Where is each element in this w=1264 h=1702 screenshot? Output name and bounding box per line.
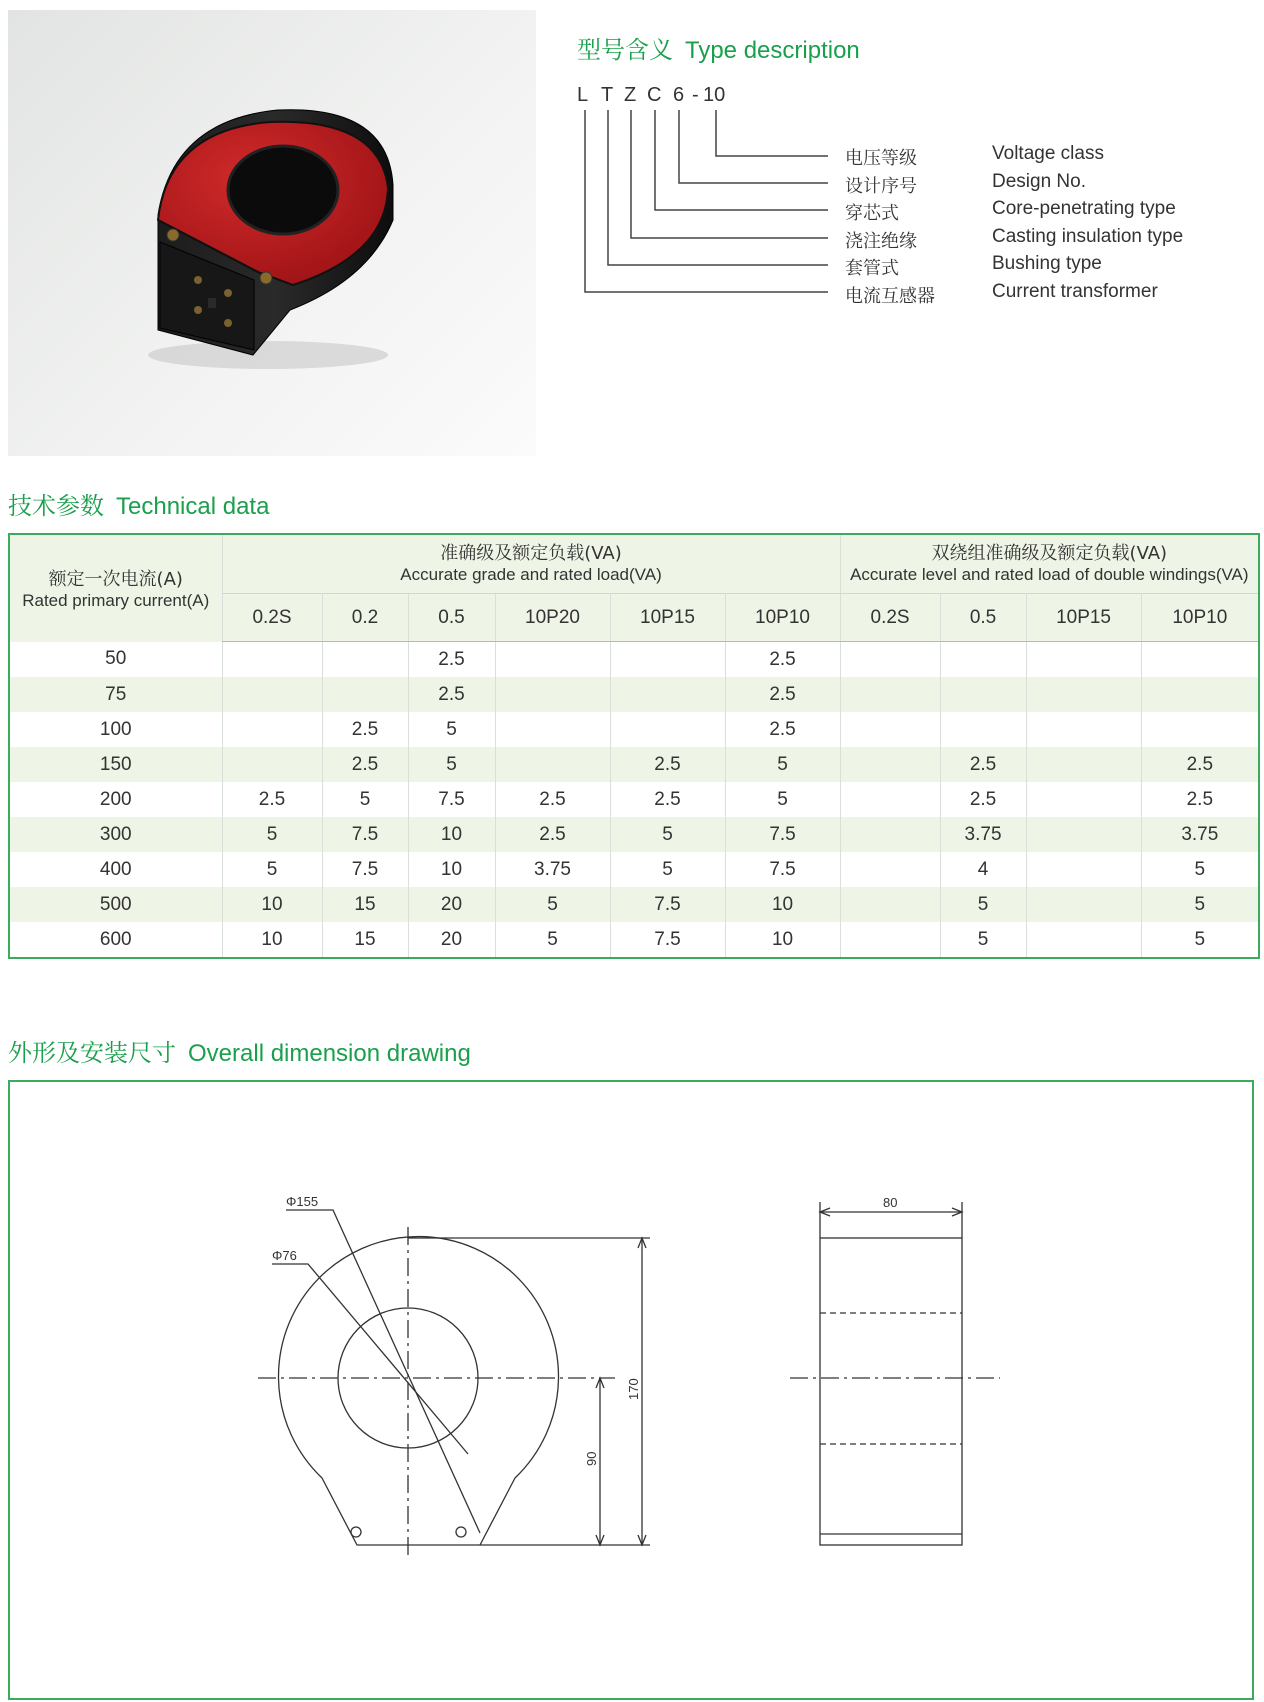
- front-view-outline: [279, 1237, 559, 1545]
- load-value-cell: 3.75: [495, 852, 610, 887]
- desc-en-bushing: Bushing type: [992, 253, 1102, 274]
- column-header: 10P15: [1026, 594, 1141, 642]
- load-value-cell: [222, 712, 322, 747]
- dim-height: 170: [626, 1378, 641, 1400]
- load-value-cell: 2.5: [725, 712, 840, 747]
- load-value-cell: 20: [408, 887, 495, 922]
- desc-cn-casting: 浇注绝缘: [845, 231, 917, 252]
- load-value-cell: 10: [725, 887, 840, 922]
- load-value-cell: [495, 677, 610, 712]
- dimension-drawing-box: [8, 1080, 1254, 1700]
- load-value-cell: 7.5: [610, 887, 725, 922]
- heading-cn: 技术参数: [8, 492, 104, 520]
- table-row: [9, 922, 1259, 958]
- load-value-cell: [1026, 747, 1141, 782]
- code-dash: -: [692, 84, 699, 106]
- code-letter-c: C: [647, 84, 662, 106]
- load-value-cell: [322, 677, 408, 712]
- load-value-cell: 5: [495, 887, 610, 922]
- table-row: [9, 747, 1259, 782]
- load-value-cell: 15: [322, 887, 408, 922]
- heading-en: Overall dimension drawing: [188, 1040, 471, 1067]
- load-value-cell: [1026, 817, 1141, 852]
- table-row: [9, 817, 1259, 852]
- rated-current-header: [9, 534, 222, 642]
- heading-en: Type description: [685, 37, 860, 64]
- dim-width: 80: [883, 1195, 898, 1210]
- load-value-cell: 5: [610, 817, 725, 852]
- accuracy-group-en: Accurate grade and rated load(VA): [400, 564, 662, 584]
- technical-data-body: [9, 642, 1259, 959]
- load-value-cell: [1141, 642, 1259, 678]
- load-value-cell: 5: [725, 747, 840, 782]
- mount-hole-right: [456, 1527, 466, 1537]
- column-header: 10P10: [725, 594, 840, 642]
- technical-data-table: [8, 533, 1260, 959]
- load-value-cell: [495, 712, 610, 747]
- load-value-cell: 5: [495, 922, 610, 958]
- column-header: 10P20: [495, 594, 610, 642]
- dim-outer-diameter: Φ155: [286, 1194, 319, 1209]
- load-value-cell: 2.5: [408, 642, 495, 678]
- table-row: [9, 712, 1259, 747]
- load-value-cell: [1141, 712, 1259, 747]
- load-value-cell: 15: [322, 922, 408, 958]
- double-winding-group-en: Accurate level and rated load of double windings(VA): [850, 564, 1249, 584]
- column-header: 0.5: [408, 594, 495, 642]
- load-value-cell: 2.5: [495, 782, 610, 817]
- load-value-cell: [940, 712, 1026, 747]
- load-value-cell: 7.5: [725, 817, 840, 852]
- load-value-cell: 2.5: [610, 782, 725, 817]
- rated-current-cell: 200: [99, 788, 132, 810]
- load-value-cell: [1141, 677, 1259, 712]
- load-value-cell: 7.5: [610, 922, 725, 958]
- mount-hole-left: [351, 1527, 361, 1537]
- rated-current-header-cn: 额定一次电流(A): [48, 569, 183, 591]
- code-letter-6: 6: [673, 84, 685, 106]
- heading-cn: 型号含义: [577, 36, 673, 64]
- code-letter-l: L: [577, 84, 589, 106]
- load-value-cell: 4: [940, 852, 1026, 887]
- load-value-cell: [222, 677, 322, 712]
- rated-current-cell: 300: [9, 817, 222, 852]
- load-value-cell: 7.5: [322, 817, 408, 852]
- load-value-cell: [940, 677, 1026, 712]
- load-value-cell: 3.75: [940, 817, 1026, 852]
- rated-current-cell: 500: [9, 887, 222, 922]
- load-value-cell: [1026, 677, 1141, 712]
- rated-current-cell: 75: [9, 677, 222, 712]
- load-value-cell: 2.5: [725, 642, 840, 678]
- rated-current-cell: 50: [105, 648, 127, 670]
- load-value-cell: [1026, 887, 1141, 922]
- load-value-cell: [840, 817, 940, 852]
- desc-en-voltage: Voltage class: [992, 143, 1104, 164]
- load-value-cell: 7.5: [322, 852, 408, 887]
- load-value-cell: [1026, 712, 1141, 747]
- load-value-cell: [610, 677, 725, 712]
- technical-data-heading: [8, 486, 269, 521]
- dim-center-height: 90: [584, 1451, 599, 1466]
- table-row: [9, 642, 1259, 678]
- load-value-cell: 20: [408, 922, 495, 958]
- load-value-cell: 5: [610, 852, 725, 887]
- load-value-cell: [840, 677, 940, 712]
- rated-current-cell: 150: [9, 747, 222, 782]
- column-header: 10P10: [1141, 594, 1259, 642]
- heading-en: Technical data: [116, 493, 270, 520]
- rated-current-cell: 100: [99, 718, 132, 740]
- load-value-cell: 2.5: [222, 782, 322, 817]
- load-value-cell: 2.5: [1141, 747, 1259, 782]
- desc-en-design: Design No.: [992, 171, 1086, 192]
- dimension-drawing-heading: [8, 1033, 471, 1068]
- load-value-cell: [222, 747, 322, 782]
- load-value-cell: [322, 642, 408, 678]
- load-value-cell: [840, 642, 940, 678]
- column-header: 0.2: [322, 594, 408, 642]
- dimension-drawing: [10, 1082, 1252, 1698]
- table-row: [9, 887, 1259, 922]
- column-header: 10P15: [610, 594, 725, 642]
- table-row: [9, 782, 1259, 817]
- table-row: [9, 677, 1259, 712]
- load-value-cell: 2.5: [940, 782, 1026, 817]
- column-header: 0.2S: [222, 594, 322, 642]
- desc-en-core: Core-penetrating type: [992, 198, 1176, 219]
- load-value-cell: 10: [408, 852, 495, 887]
- desc-en-casting: Casting insulation type: [992, 226, 1184, 247]
- load-value-cell: [1026, 642, 1141, 678]
- column-header: 0.5: [940, 594, 1026, 642]
- rated-current-cell: 600: [99, 928, 132, 950]
- load-value-cell: 5: [408, 712, 495, 747]
- desc-cn-voltage: 电压等级: [845, 148, 917, 169]
- load-value-cell: 2.5: [610, 747, 725, 782]
- load-value-cell: [840, 712, 940, 747]
- load-value-cell: [1026, 922, 1141, 958]
- load-value-cell: [1026, 782, 1141, 817]
- load-value-cell: 5: [1141, 887, 1259, 922]
- load-value-cell: [610, 642, 725, 678]
- load-value-cell: 5: [940, 922, 1026, 958]
- load-value-cell: 2.5: [322, 747, 408, 782]
- code-letter-z: Z: [624, 84, 637, 106]
- accuracy-group-cn: 准确级及额定负载(VA): [440, 543, 622, 564]
- load-value-cell: [840, 887, 940, 922]
- load-value-cell: [610, 712, 725, 747]
- heading-cn: 外形及安装尺寸: [8, 1039, 176, 1067]
- desc-cn-core: 穿芯式: [845, 203, 899, 224]
- load-value-cell: 5: [1141, 852, 1259, 887]
- load-value-cell: 2.5: [322, 712, 408, 747]
- load-value-cell: [840, 852, 940, 887]
- load-value-cell: 5: [322, 782, 408, 817]
- load-value-cell: [495, 747, 610, 782]
- load-value-cell: [840, 782, 940, 817]
- desc-en-ct: Current transformer: [992, 281, 1158, 302]
- accuracy-group-header: [222, 534, 840, 594]
- double-winding-group-header: [840, 534, 1259, 594]
- code-letter-t: T: [601, 84, 614, 106]
- load-value-cell: 10: [222, 922, 322, 958]
- load-value-cell: 7.5: [408, 782, 495, 817]
- load-value-cell: 5: [222, 817, 322, 852]
- rated-current-header-en: Rated primary current(A): [22, 591, 210, 611]
- load-value-cell: 3.75: [1141, 817, 1259, 852]
- column-header: 0.2S: [840, 594, 940, 642]
- double-winding-group-cn: 双绕组准确级及额定负载(VA): [931, 543, 1168, 564]
- load-value-cell: 5: [940, 887, 1026, 922]
- desc-cn-ct: 电流互感器: [845, 286, 935, 307]
- code-letter-10: 10: [703, 84, 726, 106]
- load-value-cell: 2.5: [725, 677, 840, 712]
- load-value-cell: 2.5: [408, 677, 495, 712]
- load-value-cell: 7.5: [725, 852, 840, 887]
- load-value-cell: 10: [725, 922, 840, 958]
- outer-diameter-leader: [286, 1210, 480, 1533]
- load-value-cell: [940, 642, 1026, 678]
- load-value-cell: [1026, 852, 1141, 887]
- load-value-cell: 5: [408, 747, 495, 782]
- load-value-cell: [840, 747, 940, 782]
- load-value-cell: 5: [222, 852, 322, 887]
- desc-cn-design: 设计序号: [845, 176, 917, 197]
- rated-current-cell: 400: [99, 858, 132, 880]
- desc-cn-bushing: 套管式: [845, 258, 899, 279]
- table-row: [9, 852, 1259, 887]
- load-value-cell: 2.5: [940, 747, 1026, 782]
- load-value-cell: [840, 922, 940, 958]
- load-value-cell: 10: [222, 887, 322, 922]
- side-view-outline: [820, 1238, 962, 1545]
- load-value-cell: [222, 642, 322, 678]
- load-value-cell: 5: [725, 782, 840, 817]
- load-value-cell: 2.5: [495, 817, 610, 852]
- load-value-cell: 10: [408, 817, 495, 852]
- load-value-cell: [495, 642, 610, 678]
- dim-inner-diameter: Φ76: [272, 1248, 297, 1263]
- load-value-cell: 2.5: [1141, 782, 1259, 817]
- load-value-cell: 5: [1141, 922, 1259, 958]
